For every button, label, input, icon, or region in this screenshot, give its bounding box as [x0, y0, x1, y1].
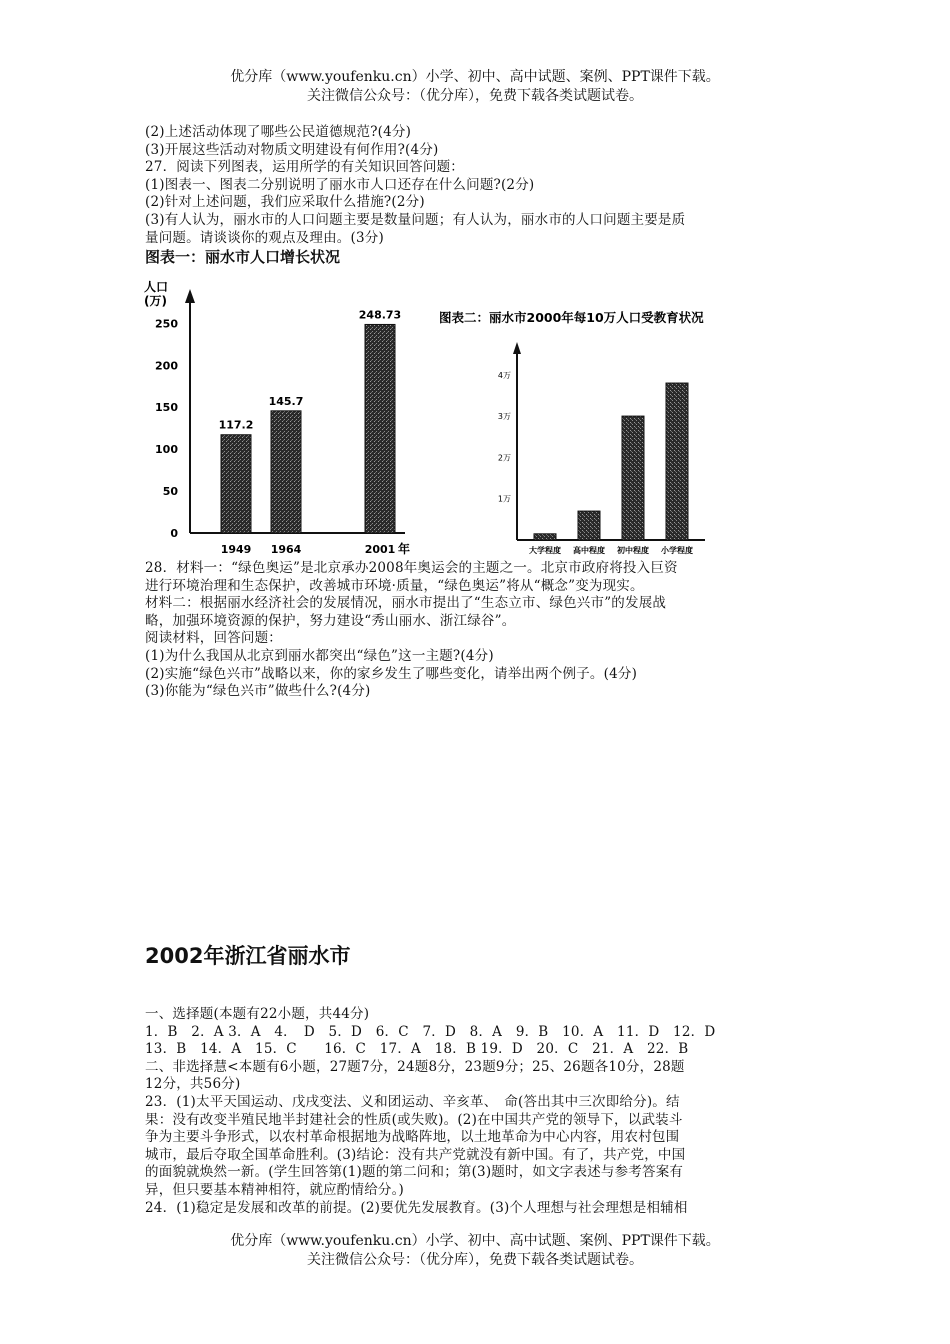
chart1-ylabel-line2: (万) — [144, 294, 167, 308]
chart1-bar — [365, 324, 395, 533]
chart1-value-label: 117.2 — [218, 418, 254, 432]
question-line: (2)针对上述问题，我们应采取什么措施?(2分) — [145, 194, 425, 211]
footer-line-2: 关注微信公众号：（优分库），免费下载各类试题试卷。 — [307, 1252, 643, 1268]
answer-line: 23．(1)太平天国运动、戊戌变法、义和团运动、辛亥革、 命(答出其中三次即给分)。结 — [145, 1093, 680, 1110]
question-line: 进行环境治理和生态保护，改善城市环境·质量，“绿色奥运”将从“概念”变为现实。 — [145, 577, 644, 594]
answer-line: 争为主要斗争形式，以农村革命根据地为战略阵地，以土地革命为中心内容，用农村包围 — [145, 1129, 680, 1146]
chart2-bar — [622, 416, 644, 540]
question-line: 略，加强环境资源的保护，努力建设“秀山丽水、浙江绿谷”。 — [145, 612, 516, 629]
question-line: 阅读材料，回答问题： — [145, 630, 282, 647]
question-line: 材料二：根据丽水经济社会的发展情况，丽水市提出了“生态立市、绿色兴市”的发展战 — [145, 595, 667, 612]
chart1-category-label: 1964 — [270, 543, 302, 556]
chart2-education-status — [435, 300, 765, 562]
answers — [145, 1006, 813, 1217]
chart1-xlabel-suffix: 年 — [398, 542, 411, 556]
question-line: (3)你能为“绿色兴市”做些什么?(4分) — [145, 683, 371, 700]
answer-line: 1．B 2．A 3．A 4． D 5．D 6．C 7．D 8．A 9．B 10．A 11．D 12．D — [145, 1023, 716, 1040]
chart2-ytick-label: 4万 — [497, 370, 511, 380]
chart1-value-label: 248.73 — [358, 308, 402, 322]
chart1-ytick-label: 0 — [170, 527, 178, 540]
chart1-bar — [221, 435, 251, 533]
section-heading: 2002年浙江省丽水市 — [145, 944, 351, 968]
chart2-category-label: 高中程度 — [573, 546, 605, 555]
question-line: (2)上述活动体现了哪些公民道德规范?(4分) — [145, 124, 412, 140]
answer-line: 的面貌就焕然一新。(学生回答第(1)题的第二问和；第(3)题时，如文字表述与参考答案有 — [145, 1164, 684, 1181]
chart1-ytick-label: 100 — [155, 443, 178, 457]
answer-line: 果：没有改变半殖民地半封建社会的性质(或失败)。(2)在中国共产党的领导下，以武装斗 — [145, 1111, 683, 1128]
chart1-ytick-label: 250 — [155, 317, 178, 331]
chart2-bar — [534, 534, 556, 540]
question-line: 28．材料一：“绿色奥运”是北京承办2008年奥运会的主题之一。北京市政府将投入巨资 — [145, 560, 678, 576]
answer-line: 12分，共56分) — [145, 1076, 241, 1093]
chart2-ytick-label: 2万 — [497, 453, 511, 463]
chart1-y-axis-arrow — [185, 289, 195, 303]
chart2-y-axis-arrow — [513, 342, 521, 354]
chart1-title: 图表一：丽水市人口增长状况 — [145, 248, 341, 266]
chart2-bar — [666, 383, 688, 540]
chart1-category-label: 1949 — [220, 543, 252, 556]
question-line: (3)有人认为，丽水市的人口问题主要是数量问题；有人认为，丽水市的人口问题主要是质 — [145, 211, 686, 228]
question-line: (3)开展这些活动对物质文明建设有何作用?(4分) — [145, 141, 439, 158]
chart2-ytick-label: 3万 — [497, 412, 511, 422]
answer-line: 13．B 14．A 15．C 16．C 17．A 18．B 19．D 20．C 21．A 22．B — [145, 1041, 689, 1058]
answer-line: 城市，最后夺取全国革命胜利。(3)结论：没有共产党就没有新中国。有了，共产党，中国 — [145, 1146, 686, 1163]
question-line: (2)实施“绿色兴市”战略以来，你的家乡发生了哪些变化，请举出两个例子。(4分) — [145, 665, 638, 682]
question-line: (1)图表一、图表二分别说明了丽水市人口还存在什么问题?(2分) — [145, 176, 535, 193]
chart2-bar — [578, 511, 600, 540]
question-line: (1)为什么我国从北京到丽水都突出“绿色”这一主题?(4分) — [145, 647, 494, 664]
chart2-ytick-label: 1万 — [497, 494, 511, 504]
chart1-ytick-label: 50 — [162, 485, 178, 499]
questions-top — [145, 124, 813, 247]
chart1-category-label: 2001 — [364, 543, 396, 556]
header-line-1: 优分库（www.youfenku.cn）小学、初中、高中试题、案例、PPT课件下载。 — [230, 69, 720, 85]
chart2-category-label: 初中程度 — [617, 546, 649, 555]
footer-line-1: 优分库（www.youfenku.cn）小学、初中、高中试题、案例、PPT课件下载。 — [230, 1233, 720, 1249]
answer-line: 异，但只要基本精神相符，就应酌情给分。) — [145, 1181, 405, 1198]
answer-line: 24．(1)稳定是发展和改革的前提。(2)要优先发展教育。(3)个人理想与社会理想是相辅相 — [145, 1199, 688, 1216]
chart1-ylabel-line1: 人口 — [144, 280, 169, 294]
chart1-bar — [271, 411, 301, 533]
chart2-title: 图表二：丽水市2000年每10万人口受教育状况 — [439, 310, 704, 325]
chart2-category-label: 小学程度 — [661, 546, 693, 555]
header-line-2: 关注微信公众号：（优分库），免费下载各类试题试卷。 — [307, 88, 643, 104]
question-line: 27．阅读下列图表，运用所学的有关知识回答问题： — [145, 159, 464, 176]
chart1-value-label: 145.7 — [268, 394, 304, 408]
questions-mid — [145, 560, 813, 701]
answer-line: 一、选择题(本题有22小题，共44分) — [145, 1006, 370, 1022]
answer-line: 二、非选择慧<本题有6小题，27题7分，24题8分，23题9分；25、26题各10分，28题 — [145, 1058, 685, 1075]
question-line: 量问题。请谈谈你的观点及理由。(3分) — [145, 229, 384, 246]
chart1-ytick-label: 150 — [155, 401, 178, 415]
chart1-ytick-label: 200 — [155, 359, 178, 373]
chart2-category-label: 大学程度 — [529, 546, 561, 555]
chart1-population-growth — [140, 275, 430, 560]
